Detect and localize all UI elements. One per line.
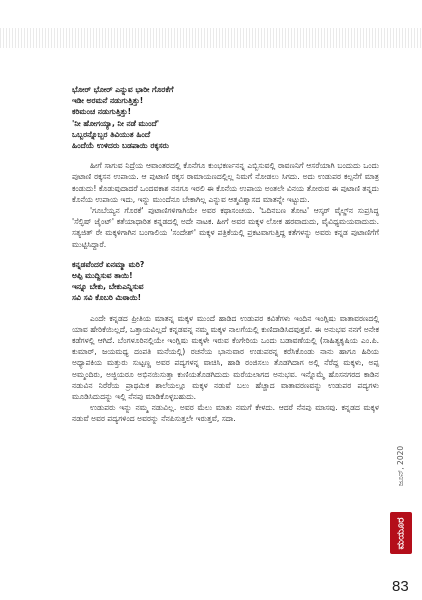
verse-line: ಒಬ್ಬರನ್ನೊಬ್ಬರ ತಿವಿಯುತ ಹಿಂದೆ <box>72 129 151 139</box>
verse-line: ಅಪ್ಪಿ ಮುದ್ದಿಸುವ ತಾಯಿ! <box>72 271 133 281</box>
issue-date-text: ಜೂನ್, 2020 <box>396 445 405 487</box>
magazine-logo-text: ಮಯೂರ <box>395 517 407 549</box>
paragraph: 'ಗೂಬೆಯ್ಯನ ಗೊರಕೆ' ಪುಟಾಣಿಗಳಿಗಾಗಿಯೇ ಅವರ ಕಥಾಸಂಚಯ. 'ಓದಿನಬಣ ತೋಟ' ಆಸ್ಕರ್ ವೈಲ್ಡ್‌ನ ಸುಪ್ರಸಿದ್ಧ 'ಸೆಲ್ಫಿಷ್ ಜೈಂಟ್' ಕತೆಯಾಧಾರಿತ ಕನ್ನಡದಲ್ಲಿ ಅದೇ ನಾಟಕ. ಹೀಗೆ ಅವರ ಮಕ್ಕಳ ಲೋಕ ಹರವಾದುದು, ವೈವಿಧ್ಯಮಯವಾದುದು. ಸತ್ಯಜಿತ್ ರೇ ಮಕ್ಕಳಿಗಾಗಿನ ಬಂಗಾಲಿಯ 'ಸಂದೇಶ್' ಮಕ್ಕಳ ಪತ್ರಿಕೆಯಲ್ಲಿ ಪ್ರಕಟವಾಗುತ್ತಿದ್ದ ಕತೆಗಳನ್ನು ಅವರು ಕನ್ನಡ ಪುಟಾಣಿಗೆಗೆ ಮುಟ್ಟಿಸಿದ್ದಾರೆ. <box>72 206 379 249</box>
paragraph: ಹೀಗೆ ಸಾಗುವ ನಿದ್ರೆಯ ಆವಾಂತರದಲ್ಲಿ ಕೊನೆಗೂ ಕುಂಭಕರ್ಣನನ್ನ ಎಬ್ಬಿಸುವಲ್ಲಿ ರಾವಣನಿಗೆ ಆಸರೆಯಾಗಿ ಬಂದುದು ಒಂದು ಪುಟಾಣಿ ರಕ್ಕಸನ ಉಪಾಯ. ಆ ಪುಟಾಣಿ ರಕ್ಕಸ ರಾಮಾಯಣದಲ್ಲಿಲ್ಲ ನಿಮಗೆ ನೋಡಲು ಸಿಗದು. ಅದು ಉಡುಪರ ಕಲ್ಪನೆಗೆ ಮಾತ್ರ ಕಂಡುದು! ಕೊಡುವುದಾದರೆ ಒಂದವಕಾಶ ನನಗೂ ಇರಲಿ ಈ ಕೊನೆಯ ಉಪಾಯ ಅಂತಲೇ ವಿನಯ ತೋರುವ ಈ ಪುಟಾಣಿ ತನ್ನದು ಕೊನೆಯ ಉಪಾಯ ಇದು, ಇನ್ನು ಮುಂದೆನೂ ಬೇಕಾಗಿಲ್ಲ ಎನ್ನುವ ಆತ್ಮವಿಶ್ವಾಸದ ಮಾತನ್ನೇ ಇಟ್ಟುದು. <box>72 161 379 204</box>
verse-block-1 <box>72 84 379 151</box>
paragraph: ಉಡುಪರು ಇನ್ನು ನಮ್ಮ ನಡುವಿಲ್ಲ. ಅವರ ಮೆಲು ಮಾತು ನಮಗೆ ಕೇಳದು. ಆದರೆ ನೆನಪು ಮಾಸವು. ಕನ್ನಡದ ಮಕ್ಕಳ ನಡುವೆ ಅವರ ಪದ್ಯಗಳಿಂದ ಅವರನ್ನು ನೆನಪಿಸುತ್ತಲೇ ಇರುತ್ತವೆ, ಸದಾ. <box>72 403 379 424</box>
page-number: 83 <box>392 578 409 595</box>
verse-line: ಭೋರ್ ಭೋರ್ ಎನ್ನುವ ಭಾರೀ ಗೊರಕೆಗೆ <box>72 85 174 94</box>
verse-line: ಇನ್ನೂ ಬೇಕು, ಬೇಕುಎನ್ನಿಸುವ <box>72 282 144 292</box>
article-body <box>72 84 379 425</box>
verse-line: ಕನ್ನಡವೆಂದರೆ ಏನಮ್ಮಾ ಮರಿ? <box>72 259 145 269</box>
issue-date <box>386 426 416 506</box>
verse-block-2 <box>72 259 379 304</box>
verse-line: ಇಡೀ ಅರಮನೆ ನಡುಗುತ್ತಿತ್ತು! <box>72 96 144 106</box>
magazine-logo <box>390 512 412 554</box>
prose-block-1 <box>72 160 379 250</box>
paragraph: ಎಂದೇ ಕನ್ನಡದ ಪ್ರೀತಿಯ ಮಾತನ್ನ ಮಕ್ಕಳ ಮುಂದೆ ಹಾಡಿದ ಉಡುಪರ ಕವಿತೆಗಳು ಇಂದಿನ ಇಂಗ್ಲಿಷು ವಾತಾವರಣದಲ್ಲಿ ಯಾವ ಹೇರಿಕೆಯಿಲ್ಲದೆ, ಒತ್ತಾಯವಿಲ್ಲದೆ ಕನ್ನಡವನ್ನ ನಮ್ಮ ಮಕ್ಕಳ ನಾಲಗೆಯಲ್ಲಿ ಕುಣಿದಾಡಿಸಿದವುತ್ತವೆ. ಈ ಅನುಭವ ನನಗೆ ಅನೇಕ ಕಡೆಗಳಲ್ಲಿ ಆಗಿದೆ. ಬೆಂಗಳೂರಿನಲ್ಲಿಯೇ ಇಂಗ್ಲಿಷು ಮಕ್ಕಳೇ ಇರುವ ಕೆಂಗೇರಿಯ ಒಂದು ಬಡಾವಣೆಯಲ್ಲಿ (ಸಾಹಿತ್ಯಕೃಷಿಯ ಎಂ.ಪಿ. ಕುಮಾರ್, ಜಯಮಧ್ಯ ದಂಪತಿ ಮನೆಯಲ್ಲಿ) ರಚನೆಯ ಭಾನುವಾರ ಉಡುಪರನ್ನ ಕರೆಸಿಕೊಂಡು ನಾನು ಹಾಗೂ ಹಿರಿಯ ಅಧ್ಯಾಪಕಿಯ ಮತ್ತುರು ಸುಟ್ಟಣ್ಣ ಅವರ ಪದ್ಯಗಳನ್ನ ವಾಚಿಸಿ, ಹಾಡಿ ರಂಜಿಸಲು ತೊಡಗಿದಾಗ ಅಲ್ಲಿ ನೆರೆದ್ದ ಮಕ್ಕಳು, ಅಪ್ಪ ಅಮ್ಮಂದಿರು, ಅಜ್ಜಿಯರೂ ಅಭಿನಯಿಸುತ್ತಾ ಕುಣಿಯತೊಡಗಿದುದು ಮರೆಯಲಾಗದ ಅನುಭವ. ಇನ್ನೊಮ್ಮೆ ಹೊಸನಗರದ ಕಾಡಿನ ನಡುವಿನ ನಿರೆರೆಯ ಪ್ರಾಥಮಿಕ ಶಾಲೆಯಲ್ಲೂ ಮಕ್ಕಳ ನಡುವೆ ಬಲು ಹೆಚ್ಚಾದ ವಾತಾವರಣವನ್ನು ಉಡುಪರ ಪದ್ಯಗಳು ಮೂಡಿಸಿದುದನ್ನು ಇಲ್ಲಿ ನೆನಪು ಮಾಡಿಕೊಳ್ಳಬಹುದು. <box>72 313 379 402</box>
verse-line: ಸವಿ ಸವಿ ಕೊಬರಿ ಮಿಠಾಯಿ! <box>72 293 142 303</box>
verse-line: ಕರಿಮಂಚ ನಡುಗುತ್ತಿತ್ತು! <box>72 107 132 117</box>
prose-block-2 <box>72 313 379 425</box>
top-decorative-band <box>0 28 422 48</box>
verse-line: 'ನೀ ಹೋಗಯ್ಯಾ, ನೀ ನಡೆ ಮುಂದೆ' <box>72 118 160 128</box>
verse-line: ಹಿಂದೆಯೆ ಉಳಿದರು ಬಡಪಾಯಿ ರಕ್ಕಸರು <box>72 141 169 151</box>
